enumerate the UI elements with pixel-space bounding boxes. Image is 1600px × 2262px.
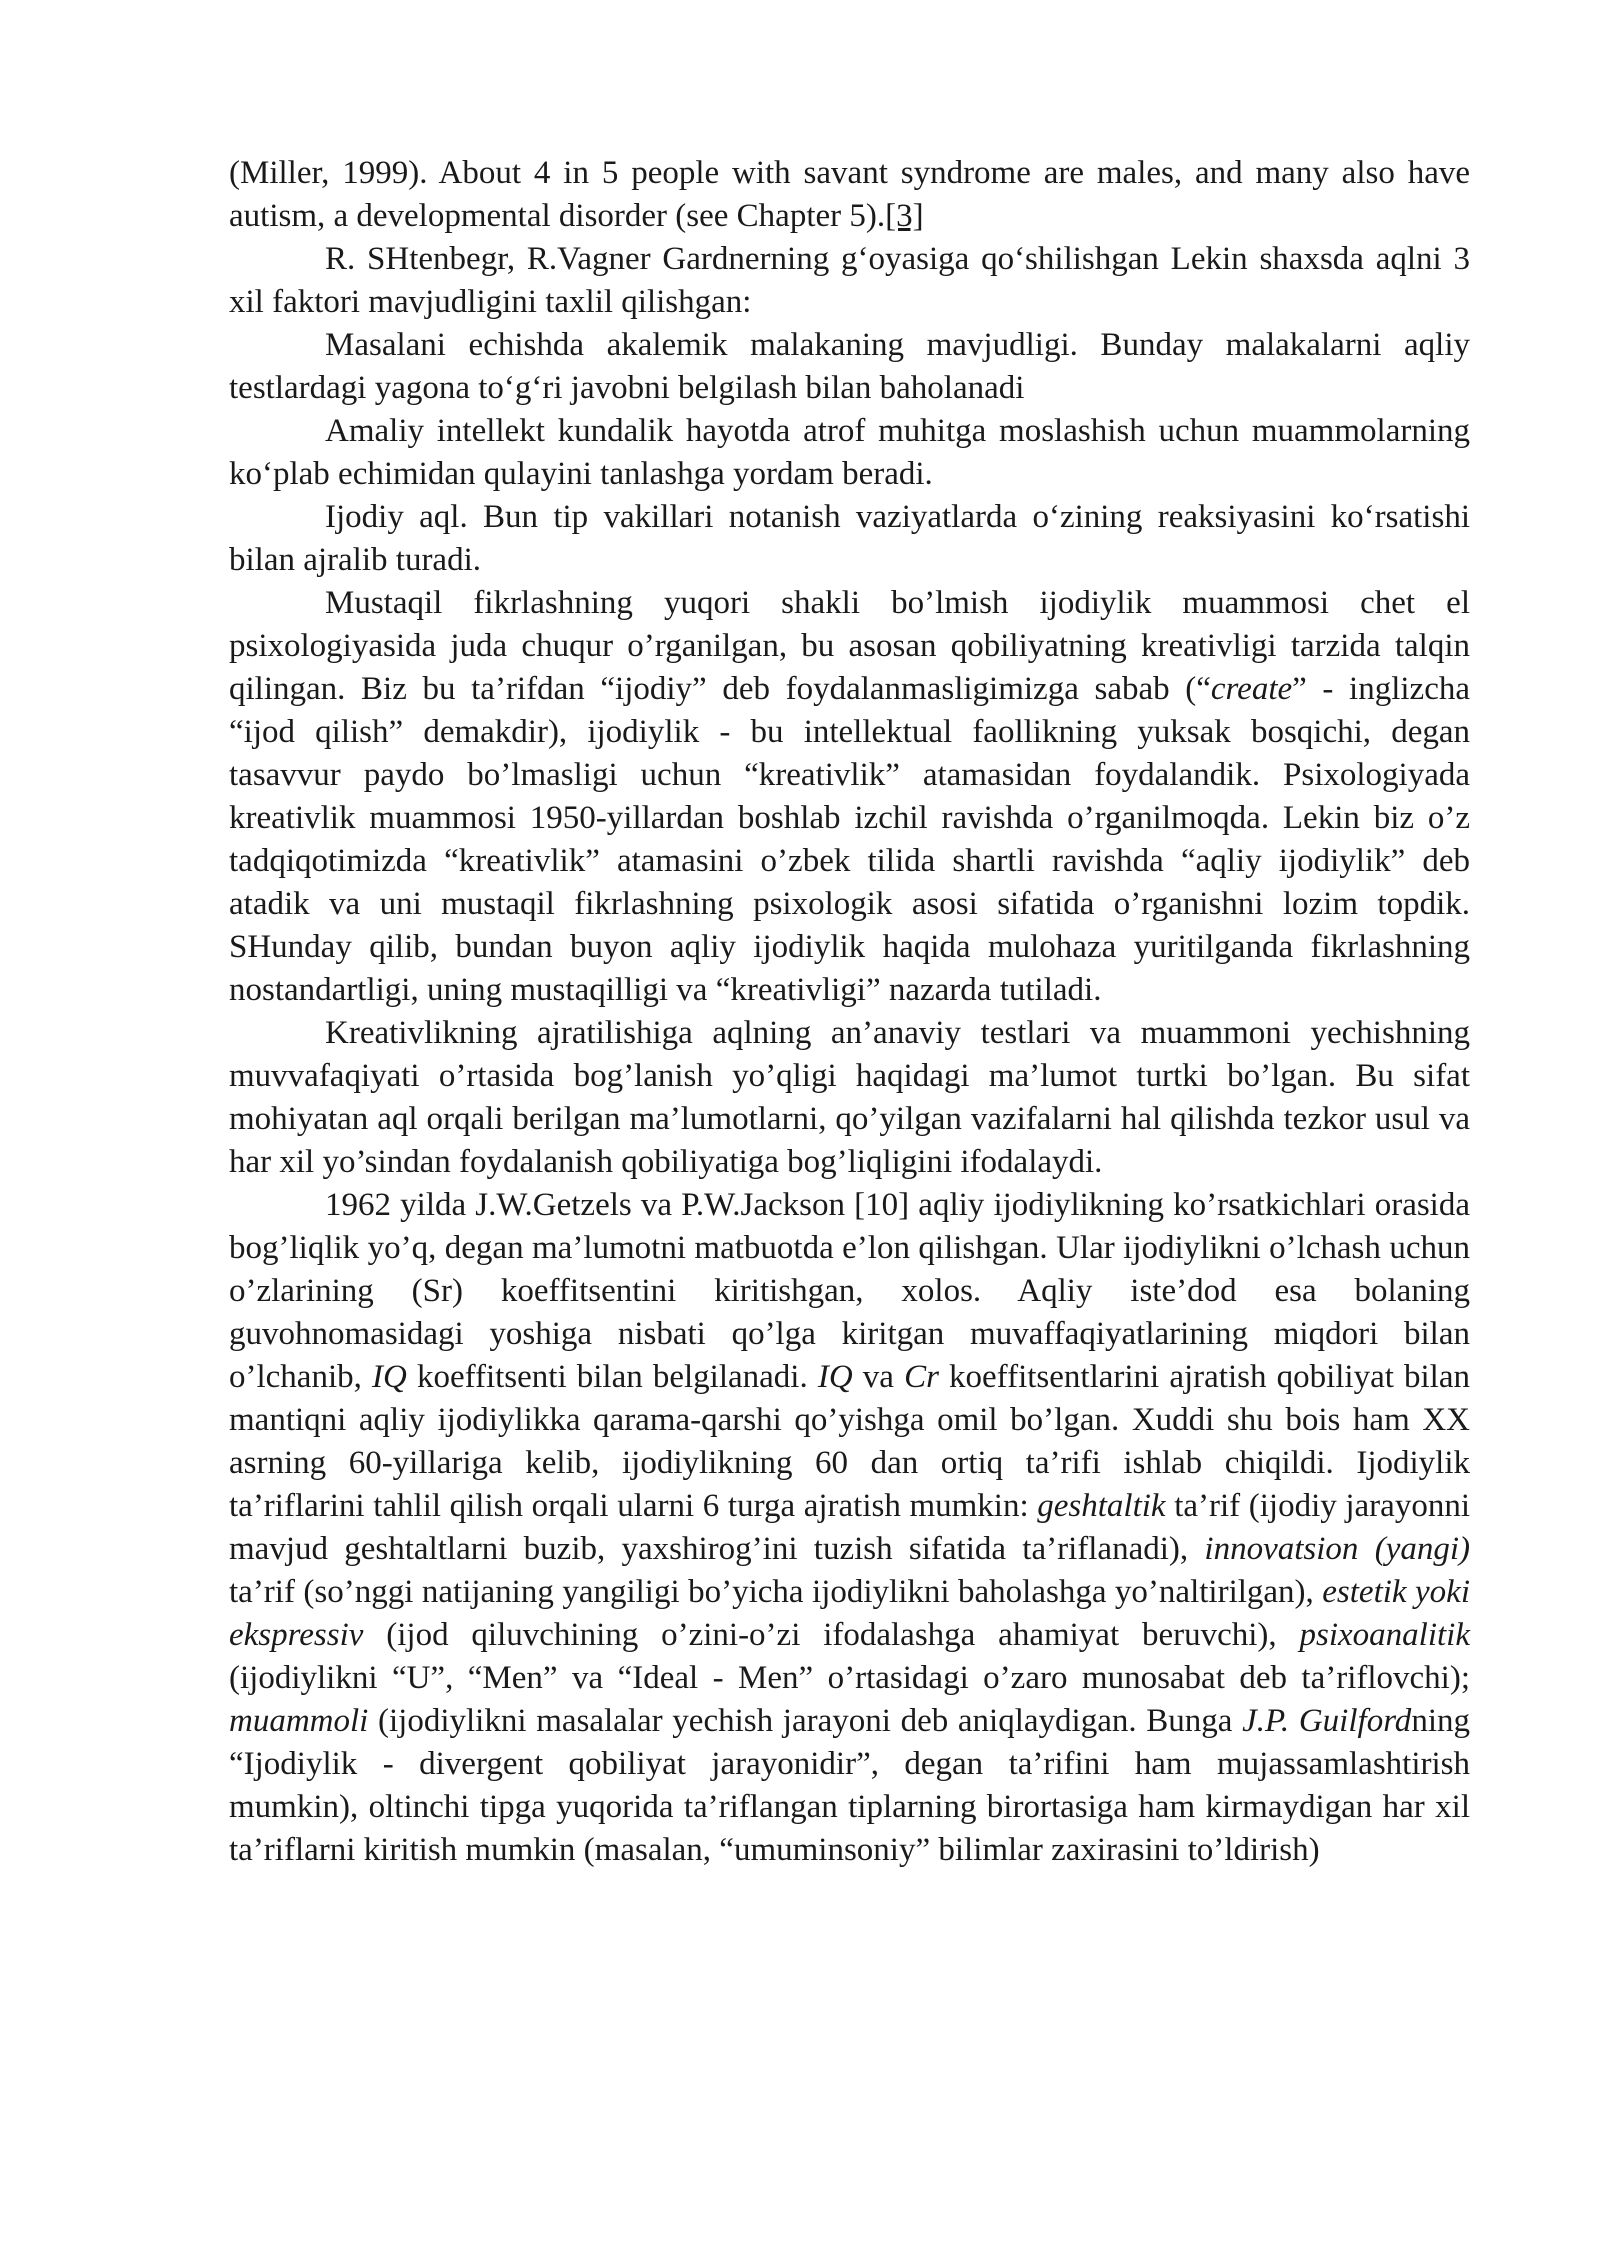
text-run: Kreativlikning ajratilishiga aqlning an’anaviy testlari va muammoni yechishning muvvafaqiyati o’rtasida bog’lanish yo’qligi haqidagi ma’lumot turtki bo’lgan. Bu sifat mohiyatan aql orqali berilgan ma’lumotlarni, qo’yilgan vazifalarni hal qilishda tezkor usul va har xil yo’sindan foydalanish qobiliyatiga bog’liqligini ifodalaydi. <box>229 1015 1470 1180</box>
paragraph <box>229 238 1470 324</box>
italic-term: estetik yoki ekspressiv <box>229 1574 1470 1653</box>
reference-link[interactable]: [3] <box>885 198 924 234</box>
text-run: R. SHtenbegr, R.Vagner Gardnerning g‘oyasiga qo‘shilishgan Lekin shaxsda aqlni 3 xil faktori mavjudligini taxlil qilishgan: <box>229 241 1470 320</box>
text-run: (Miller, 1999). About 4 in 5 people with savant syndrome are males, and many also have autism, a developmental disorder (see Chapter 5). <box>229 155 1470 234</box>
text-run: ning “Ijodiylik - divergent qobiliyat jarayonidir”, degan ta’rifini ham mujassamlashtirish mumkin), oltinchi tipga yuqorida ta’riflangan tiplarning birortasiga ham kirmaydigan har xil ta’riflarni kiritish mumkin (masalan, “umuminsoniy” bilimlar zaxirasini to’ldirish) <box>229 1703 1470 1868</box>
paragraph <box>229 324 1470 410</box>
text-run: Ijodiy aql. Bun tip vakillari notanish vaziyatlarda o‘zining reaksiyasini ko‘rsatishi bilan ajralib turadi. <box>229 499 1470 578</box>
paragraph <box>229 582 1470 1012</box>
italic-term: geshtaltik <box>1037 1488 1166 1524</box>
text-run: ” - inglizcha “ijod qilish” demakdir), ijodiylik - bu intellektual faollikning yuksak bosqichi, degan tasavvur paydo bo’lmasligi uchun “kreativlik” atamasidan foydalandik. Psixologiyada kreativlik muammosi 1950-yillardan boshlab izchil ravishda o’rganilmoqda. Lekin biz o’z tadqiqotimizda “kreativlik” atamasini o’zbek tilida shartli ravishda “aqliy ijodiylik” deb atadik va uni mustaqil fikrlashning psixologik asosi sifatida o’rganishni lozim topdik. SHunday qilib, bundan buyon aqliy ijodiylik haqida mulohaza yuritilganda fikrlashning nostandartligi, uning mustaqilligi va “kreativligi” nazarda tutiladi. <box>229 671 1470 1008</box>
italic-term: create <box>1210 671 1293 707</box>
text-run: 1962 yilda J.W.Getzels va P.W.Jackson [10] aqliy ijodiylikning ko’rsatkichlari orasida bog’liqlik yo’q, degan ma’lumotni matbuotda e’lon qilishgan. Ular ijodiylikni o’lchash uchun o’zlarining (Sr) koeffitsentini kiritishgan, xolos. Aqliy iste’dod esa bolaning guvohnomasidagi yoshiga nisbati qo’lga kiritgan muvaffaqiyatlarining miqdori bilan o’lchanib, <box>229 1187 1470 1395</box>
italic-term: Cr <box>904 1359 939 1395</box>
paragraph <box>229 152 1470 238</box>
italic-term: muammoli <box>229 1703 369 1739</box>
italic-term: IQ <box>817 1359 853 1395</box>
text-run: ta’rif (ijodiy jarayonni mavjud geshtaltlarni buzib, yaxshirog’ini tuzish sifatida ta’riflanadi), <box>229 1488 1470 1567</box>
italic-term: J.P. Guilford <box>1242 1703 1412 1739</box>
italic-term: psixoanalitik <box>1299 1617 1470 1653</box>
text-run: koeffitsenti bilan belgilanadi. <box>406 1359 818 1395</box>
text-run: Amaliy intellekt kundalik hayotda atrof muhitga moslashish uchun muammolarning ko‘plab echimidan qulayini tanlashga yordam beradi. <box>229 413 1470 492</box>
paragraph <box>229 496 1470 582</box>
paragraph <box>229 1012 1470 1184</box>
text-run: ta’rif (so’nggi natijaning yangiligi bo’yicha ijodiylikni baholashga yo’naltirilgan), <box>229 1574 1323 1610</box>
document-body <box>229 152 1470 1872</box>
text-run: Masalani echishda akalemik malakaning mavjudligi. Bunday malakalarni aqliy testlardagi yagona to‘g‘ri javobni belgilash bilan baholanadi <box>229 327 1470 406</box>
text-run: koeffitsentlarini ajratish qobiliyat bilan mantiqni aqliy ijodiylikka qarama-qarshi qo’yishga omil bo’lgan. Xuddi shu bois ham XX asrning 60-yillariga kelib, ijodiylikning 60 dan ortiq ta’rifi ishlab chiqildi. Ijodiylik ta’riflarini tahlil qilish orqali ularni 6 turga ajratish mumkin: <box>229 1359 1470 1524</box>
text-run: (ijod qiluvchining o’zini-o’zi ifodalashga ahamiyat beruvchi), <box>363 1617 1300 1653</box>
paragraph <box>229 1184 1470 1872</box>
text-run: Mustaqil fikrlashning yuqori shakli bo’lmish ijodiylik muammosi chet el psixologiyasida juda chuqur o’rganilgan, bu asosan qobiliyatning kreativligi tarzida talqin qilingan. Biz bu ta’rifdan “ijodiy” deb foydalanmasligimizga sabab (“ <box>229 585 1470 707</box>
text-run: (ijodiylikni masalalar yechish jarayoni deb aniqlaydigan. Bunga <box>368 1703 1243 1739</box>
paragraph <box>229 410 1470 496</box>
text-run: va <box>852 1359 905 1395</box>
italic-term: IQ <box>372 1359 407 1395</box>
italic-term: innovatsion (yangi) <box>1204 1531 1470 1567</box>
text-run: (ijodiylikni “U”, “Men” va “Ideal - Men” o’rtasidagi o’zaro munosabat deb ta’riflovchi); <box>229 1660 1470 1696</box>
